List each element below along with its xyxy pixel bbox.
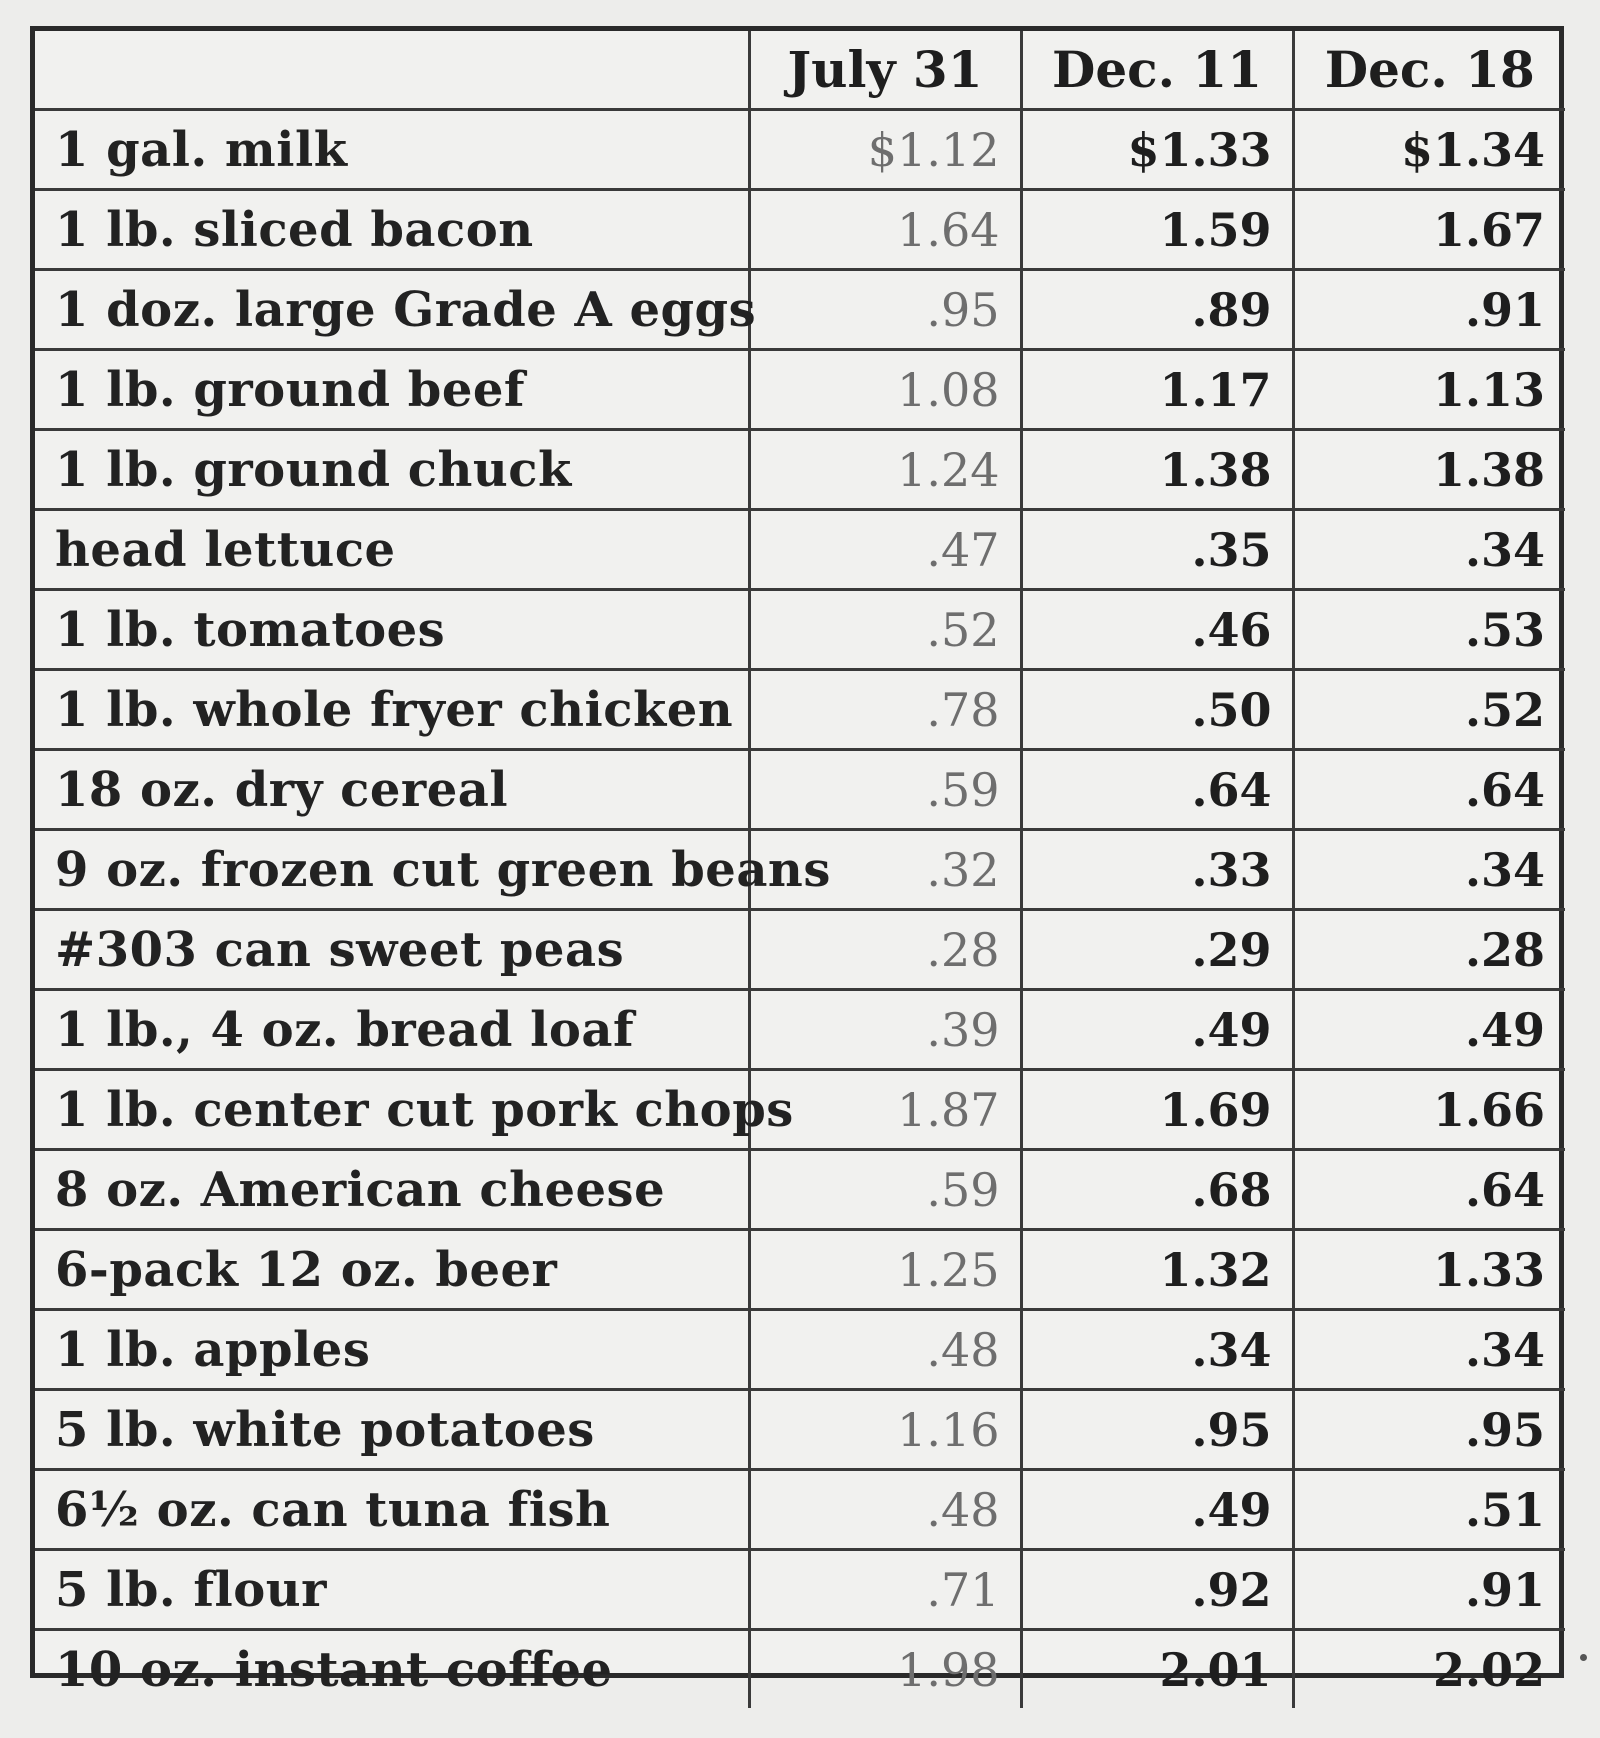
price-dec-18: .53 (1293, 590, 1565, 670)
price-dec-18: .34 (1293, 830, 1565, 910)
table-row (35, 1630, 1565, 1709)
table-row (35, 110, 1565, 190)
item-cell: head lettuce (35, 510, 749, 590)
price-july-31: .28 (749, 910, 1021, 990)
table-row (35, 510, 1565, 590)
table-row (35, 1310, 1565, 1390)
table-row (35, 1070, 1565, 1150)
price-dec-11: .50 (1021, 670, 1293, 750)
item-cell: 5 lb. flour (35, 1550, 749, 1630)
item-cell: 1 lb. whole fryer chicken (35, 670, 749, 750)
header-july-31: July 31 (749, 31, 1021, 110)
item-cell: 1 lb. ground chuck (35, 430, 749, 510)
table-row (35, 270, 1565, 350)
price-dec-11: .95 (1021, 1390, 1293, 1470)
price-july-31: $1.12 (749, 110, 1021, 190)
table-row (35, 990, 1565, 1070)
price-july-31: 1.16 (749, 1390, 1021, 1470)
print-speck (1580, 1654, 1587, 1661)
price-dec-11: .34 (1021, 1310, 1293, 1390)
item-cell: 10 oz. instant coffee (35, 1630, 749, 1709)
price-dec-18: 2.02 (1293, 1630, 1565, 1709)
header-dec-11: Dec. 11 (1021, 31, 1293, 110)
table-row (35, 910, 1565, 990)
item-cell: 1 lb. sliced bacon (35, 190, 749, 270)
price-dec-18: .49 (1293, 990, 1565, 1070)
table-row (35, 350, 1565, 430)
price-july-31: .47 (749, 510, 1021, 590)
price-july-31: .32 (749, 830, 1021, 910)
price-dec-18: .52 (1293, 670, 1565, 750)
price-dec-11: 1.69 (1021, 1070, 1293, 1150)
price-dec-18: 1.67 (1293, 190, 1565, 270)
price-dec-18: .64 (1293, 1150, 1565, 1230)
price-july-31: .71 (749, 1550, 1021, 1630)
price-dec-11: 1.17 (1021, 350, 1293, 430)
price-dec-18: .34 (1293, 510, 1565, 590)
price-july-31: 1.24 (749, 430, 1021, 510)
price-dec-18: .91 (1293, 1550, 1565, 1630)
price-dec-18: .64 (1293, 750, 1565, 830)
price-july-31: 1.25 (749, 1230, 1021, 1310)
item-cell: 1 lb. center cut pork chops (35, 1070, 749, 1150)
item-cell: 5 lb. white potatoes (35, 1390, 749, 1470)
item-cell: 18 oz. dry cereal (35, 750, 749, 830)
header-row (35, 31, 1565, 110)
price-table-frame (30, 26, 1564, 1698)
price-dec-11: .64 (1021, 750, 1293, 830)
price-dec-11: .29 (1021, 910, 1293, 990)
price-dec-11: 1.32 (1021, 1230, 1293, 1310)
price-dec-18: .34 (1293, 1310, 1565, 1390)
price-dec-11: 1.38 (1021, 430, 1293, 510)
price-july-31: .59 (749, 750, 1021, 830)
table-row (35, 1470, 1565, 1550)
item-cell: 6½ oz. can tuna fish (35, 1470, 749, 1550)
price-july-31: .48 (749, 1310, 1021, 1390)
price-july-31: 1.08 (749, 350, 1021, 430)
price-dec-11: .49 (1021, 1470, 1293, 1550)
item-cell: 8 oz. American cheese (35, 1150, 749, 1230)
table-row (35, 1150, 1565, 1230)
price-dec-11: .33 (1021, 830, 1293, 910)
price-dec-18: 1.66 (1293, 1070, 1565, 1150)
price-dec-18: 1.33 (1293, 1230, 1565, 1310)
item-cell: 1 gal. milk (35, 110, 749, 190)
price-dec-11: .49 (1021, 990, 1293, 1070)
price-dec-18: .51 (1293, 1470, 1565, 1550)
item-cell: 1 lb. apples (35, 1310, 749, 1390)
table-row (35, 830, 1565, 910)
price-july-31: .78 (749, 670, 1021, 750)
price-dec-11: .35 (1021, 510, 1293, 590)
price-july-31: .39 (749, 990, 1021, 1070)
item-cell: 1 lb. tomatoes (35, 590, 749, 670)
grocery-price-table (35, 31, 1565, 1708)
table-row (35, 670, 1565, 750)
price-july-31: 1.87 (749, 1070, 1021, 1150)
price-july-31: .59 (749, 1150, 1021, 1230)
price-dec-11: .89 (1021, 270, 1293, 350)
table-row (35, 1230, 1565, 1310)
price-dec-11: 1.59 (1021, 190, 1293, 270)
price-dec-18: 1.38 (1293, 430, 1565, 510)
table-row (35, 590, 1565, 670)
table-row (35, 750, 1565, 830)
item-cell: 1 doz. large Grade A eggs (35, 270, 749, 350)
item-cell: 1 lb., 4 oz. bread loaf (35, 990, 749, 1070)
price-dec-11: 2.01 (1021, 1630, 1293, 1709)
header-item-column (35, 31, 749, 110)
price-july-31: 1.98 (749, 1630, 1021, 1709)
table-row (35, 190, 1565, 270)
price-dec-11: .46 (1021, 590, 1293, 670)
table-row (35, 430, 1565, 510)
price-july-31: .95 (749, 270, 1021, 350)
item-cell: 6-pack 12 oz. beer (35, 1230, 749, 1310)
price-dec-11: $1.33 (1021, 110, 1293, 190)
price-dec-18: .91 (1293, 270, 1565, 350)
item-cell: 1 lb. ground beef (35, 350, 749, 430)
item-cell: #303 can sweet peas (35, 910, 749, 990)
price-dec-18: .28 (1293, 910, 1565, 990)
table-row (35, 1390, 1565, 1470)
price-july-31: .52 (749, 590, 1021, 670)
price-july-31: .48 (749, 1470, 1021, 1550)
header-dec-18: Dec. 18 (1293, 31, 1565, 110)
price-dec-18: 1.13 (1293, 350, 1565, 430)
price-table-body (35, 110, 1565, 1709)
price-july-31: 1.64 (749, 190, 1021, 270)
price-dec-18: $1.34 (1293, 110, 1565, 190)
price-dec-11: .92 (1021, 1550, 1293, 1630)
price-dec-18: .95 (1293, 1390, 1565, 1470)
item-cell: 9 oz. frozen cut green beans (35, 830, 749, 910)
table-row (35, 1550, 1565, 1630)
price-dec-11: .68 (1021, 1150, 1293, 1230)
